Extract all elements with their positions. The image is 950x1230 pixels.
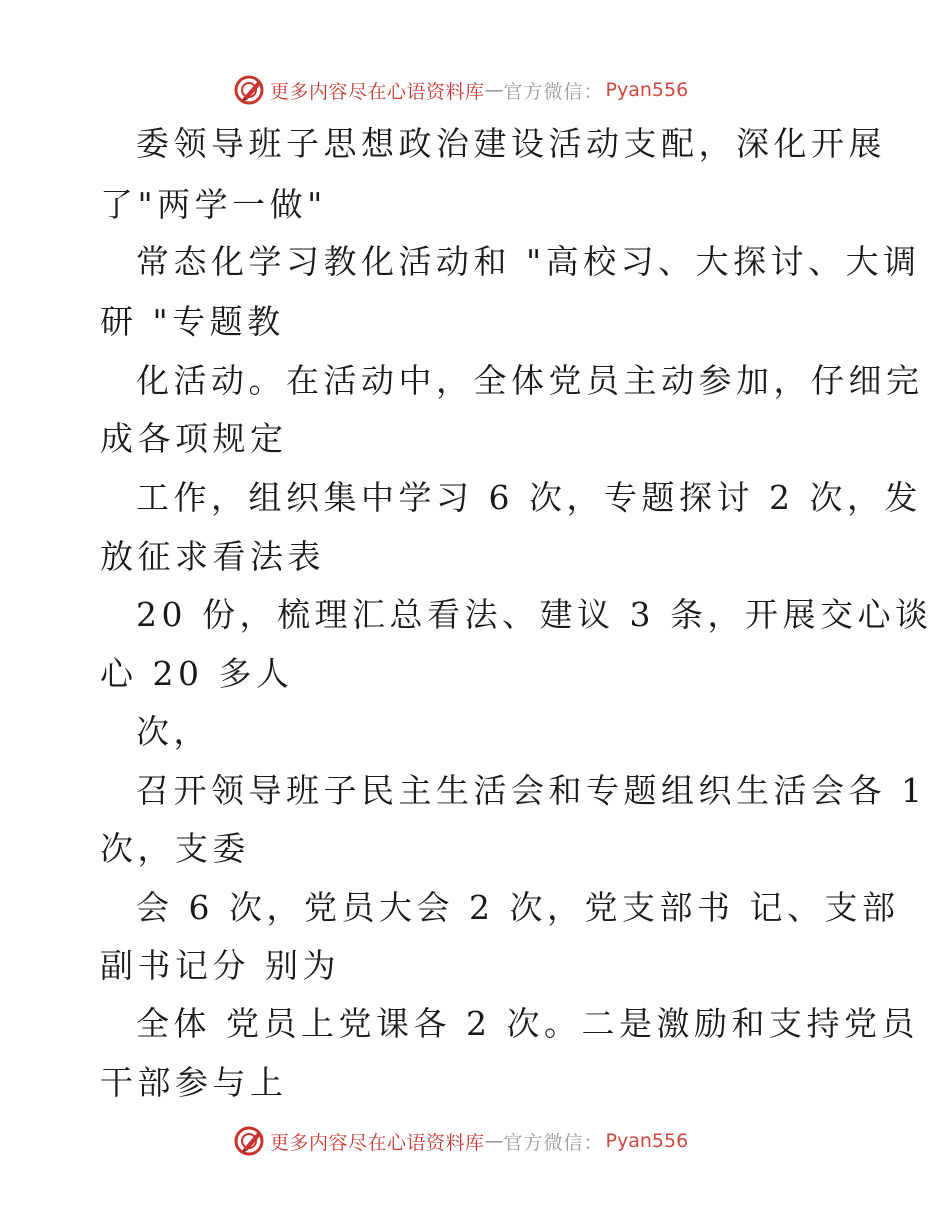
body-line: 工作，组织集中学习 6 次，专题探讨 2 次，发 — [136, 478, 922, 517]
body-line: 次， — [136, 712, 211, 751]
pen-logo-icon — [232, 1124, 266, 1158]
banner-separator: — — [484, 79, 504, 101]
body-line: 研 "专题教 — [100, 302, 285, 341]
body-line: 20 份，梳理汇总看法、建议 3 条，开展交心谈 — [136, 595, 933, 634]
body-line: 化活动。在活动中，全体党员主动参加，仔细完 — [136, 361, 924, 400]
body-line: 召开领导班子民主生活会和专题组织生活会各 1 — [136, 771, 927, 810]
banner-wechat-label: 官方微信： — [503, 80, 604, 103]
banner-separator: — — [484, 1130, 504, 1152]
banner-wechat-id: Pyan556 — [605, 79, 689, 101]
body-line: 干部参与上 — [100, 1063, 288, 1102]
body-line: 心 20 多人 — [100, 654, 294, 693]
body-line: 全体 党员上党课各 2 次。二是激励和支持党员 — [136, 1004, 919, 1043]
body-line: 成各项规定 — [100, 419, 288, 458]
banner-wechat-label: 官方微信： — [503, 1131, 604, 1154]
body-line: 会 6 次，党员大会 2 次，党支部书 记、支部 — [136, 888, 900, 927]
banner-wechat-id: Pyan556 — [605, 1130, 689, 1152]
body-line: 副书记分 别为 — [100, 946, 340, 985]
body-line: 了"两学一做" — [100, 185, 327, 224]
body-line: 次，支委 — [100, 829, 250, 868]
banner-title: 更多内容尽在心语资料库 — [270, 80, 485, 103]
body-line: 委领导班子思想政治建设活动支配，深化开展 — [136, 124, 886, 163]
body-line: 放征求看法表 — [100, 537, 325, 576]
body-line: 常态化学习教化活动和 "高校习、大探讨、大调 — [136, 242, 921, 281]
banner-title: 更多内容尽在心语资料库 — [270, 1131, 485, 1154]
footer-banner — [232, 1124, 712, 1158]
